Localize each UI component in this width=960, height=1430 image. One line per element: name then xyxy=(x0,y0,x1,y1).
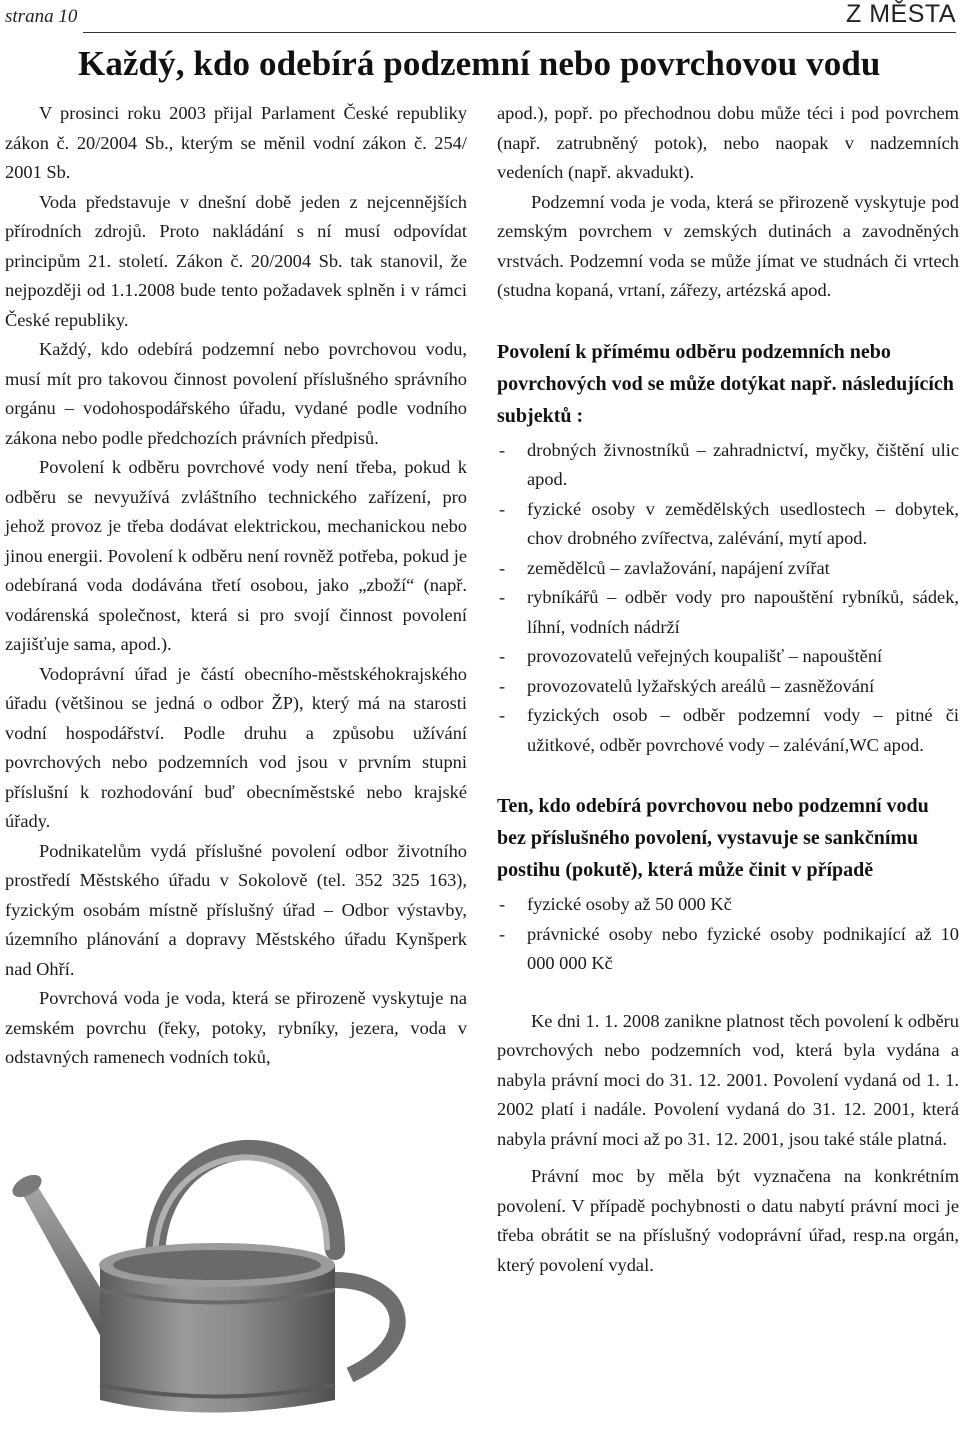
paragraph: Vodoprávní úřad je částí obecního-městskéhokrajského úřadu (většinou se jedná o odbor ŽP), který má na starosti vodní hospodářství. Podle druhu a způsobu užívání povrchových nebo podzemních vod jsou v prvním stupni příslušní k rozhodování buď obecníměstské nebo krajské úřady. xyxy=(5,663,467,831)
sanction-heading: Ten, kdo odebírá povrchovou nebo podzemní vodu bez příslušného povolení, vystavuje se sankčnímu postihu (pokutě), která může činit v případě xyxy=(497,795,929,881)
paragraph: apod.), popř. po přechodnou dobu může téci i pod povrchem (např. zatrubněný potok), nebo naopak v nadzemních vedeních (např. akvadukt). xyxy=(497,103,959,182)
paragraph: Podnikatelům vydá příslušné povolení odbor životního prostředí Městského úřadu v Sokolově (tel. 352 325 163), fyzickým osobám místně příslušný úřad – Odbor výstavby, územního plánování a dopravy Městského úřadu Kynšperk nad Ohří. xyxy=(5,840,467,979)
list-item: - drobných živnostníků – zahradnictví, myčky, čištění ulic apod. xyxy=(497,436,959,495)
list-item: - fyzické osoby až 50 000 Kč xyxy=(497,890,959,920)
watering-can-illustration xyxy=(5,1100,465,1425)
list-item: - fyzických osob – odběr podzemní vody – pitné či užitkové, odběr povrchové vody – zalévání,WC apod. xyxy=(497,701,959,760)
list-item: - zemědělců – zavlažování, napájení zvířat xyxy=(497,554,959,584)
paragraph: Podzemní voda je voda, která se přirozeně vyskytuje pod zemským povrchem v zemských dutinách a zavodněných vrstvách. Podzemní voda se může jímat ve studnách či vrtech (studna kopaná, vrtaní, zářezy, artézská apod. xyxy=(497,191,959,300)
paragraph: Každý, kdo odebírá podzemní nebo povrchovou vodu, musí mít pro takovou činnost povolení příslušného správního orgánu – vodohospodářského úřadu, vydané podle vodního zákona nebo podle předchozích právních předpisů. xyxy=(5,339,467,448)
watering-can-image xyxy=(5,1100,465,1425)
list-item: - provozovatelů lyžařských areálů – zasněžování xyxy=(497,672,959,702)
paragraph: Právní moc by měla být vyznačena na konkrétním povolení. V případě pochybnosti o datu nabytí právní moci je třeba obrátit se na příslušný vodoprávní úřad, resp.na orgán, který povolení vydal. xyxy=(497,1166,959,1275)
paragraph: Povrchová voda je voda, která se přirozeně vyskytuje na zemském povrchu (řeky, potoky, rybníky, jezera, voda v odstavných ramenech vodních toků, xyxy=(5,988,467,1067)
list-item: - provozovatelů veřejných koupališť – napouštění xyxy=(497,642,959,672)
paragraph: Ke dni 1. 1. 2008 zanikne platnost těch povolení k odběru povrchových nebo podzemních vod, která byla vydána a nabyla právní moci do 31. 12. 2001. Povolení vydaná od 1. 1. 2002 platí i nadále. Povolení vydaná do 31. 12. 2001, která nabyla právní moci až po 31. 12. 2001, jsou také stále platná. xyxy=(497,1010,959,1149)
right-column xyxy=(497,99,959,1280)
list-item: - právnické osoby nebo fyzické osoby podnikající až 10 000 000 Kč xyxy=(497,920,959,979)
list-item: - fyzické osoby v zemědělských usedlostech – dobytek, chov drobného zvířectva, zalévání, mytí apod. xyxy=(497,495,959,554)
page-number: strana 10 xyxy=(5,6,78,27)
subjects-list xyxy=(497,436,959,761)
list-item: - rybníkářů – odběr vody pro napouštění rybníků, sádek, líhní, vodních nádrží xyxy=(497,583,959,642)
subjects-heading: Povolení k přímému odběru podzemních nebo povrchových vod se může dotýkat např. následujících subjektů : xyxy=(497,340,954,427)
header-rule xyxy=(83,32,956,33)
article-title: Každý, kdo odebírá podzemní nebo povrchovou vodu xyxy=(78,44,881,83)
paragraph: Povolení k odběru povrchové vody není třeba, pokud k odběru se nevyužívá zvláštního technického zařízení, pro jehož provoz je třeba dodávat elektrickou, mechanickou nebo jinou energii. Povolení k odběru není rovněž potřeba, pokud je odebíraná voda dodávána třetí osobou, jako „zboží“ (např. vodárenská společnost, která si pro svojí činnost povolení zajišťuje sama, apod.). xyxy=(5,457,467,654)
section-label: Z MĚSTA xyxy=(846,0,956,28)
paragraph: Voda představuje v dnešní době jeden z nejcennějších přírodních zdrojů. Proto nakládání s ní musí odpovídat principům 21. století. Zákon č. 20/2004 Sb. tak stanovil, že nejpozději od 1.1.2008 bude tento požadavek splněn i v rámci České republiky. xyxy=(5,191,467,330)
paragraph: V prosinci roku 2003 přijal Parlament České republiky zákon č. 20/2004 Sb., kterým se měnil vodní zákon č. 254/ 2001 Sb. xyxy=(5,103,467,182)
spacer xyxy=(497,979,959,1007)
sanctions-list xyxy=(497,890,959,979)
left-column xyxy=(5,99,467,1073)
